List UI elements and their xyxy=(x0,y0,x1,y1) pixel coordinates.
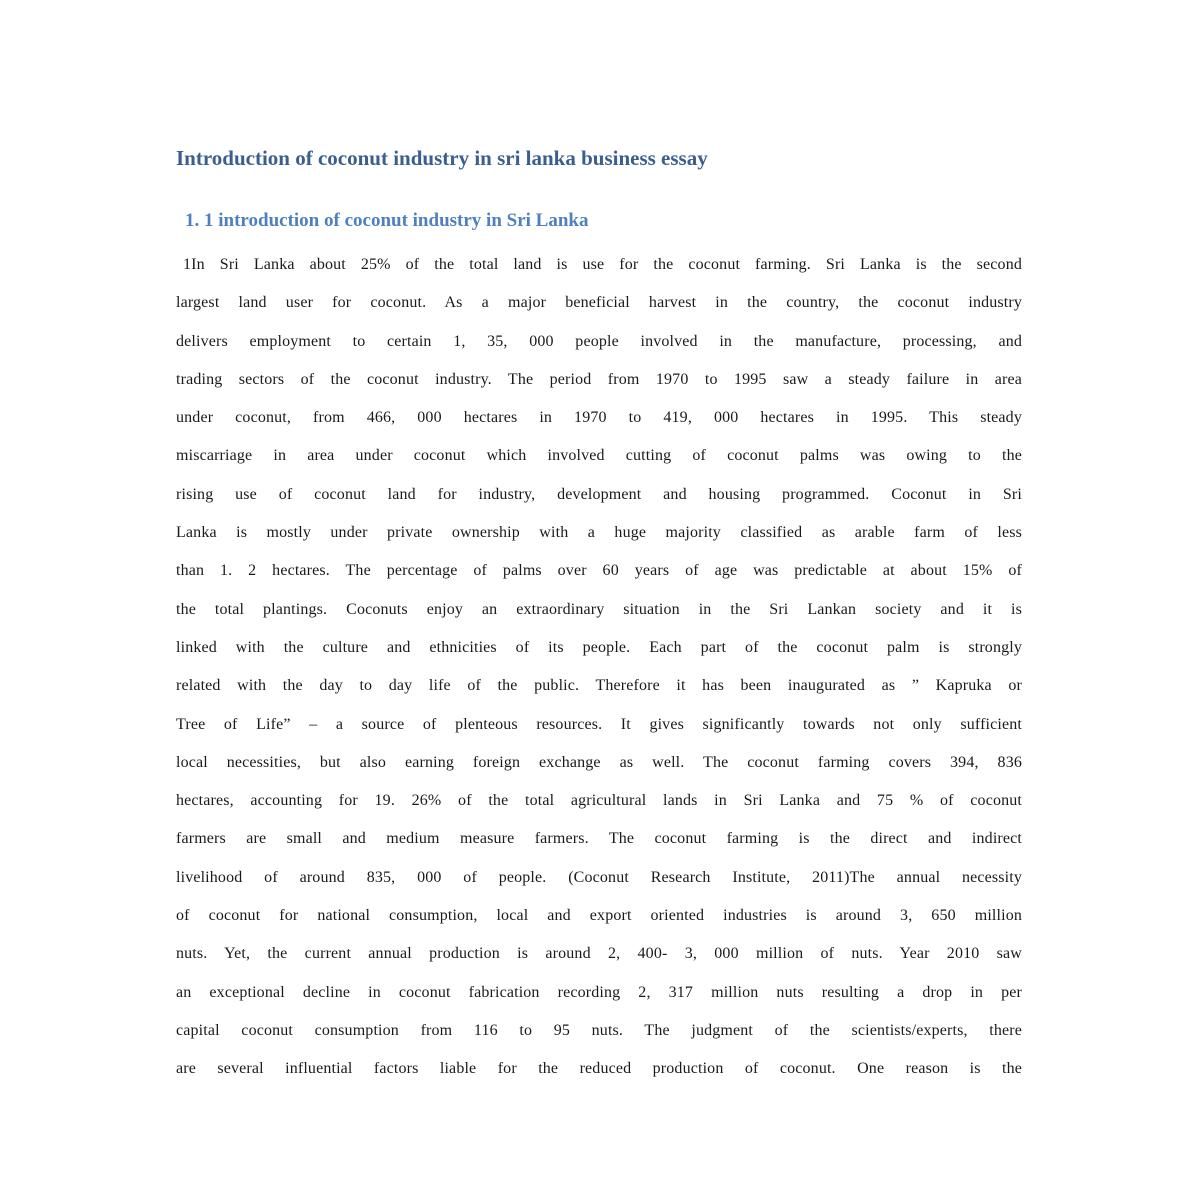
paragraph-line: livelihood of around 835, 000 of people. (Coconut Research Institute, 2011)The annual necessity xyxy=(176,868,1022,886)
paragraph-line: Lanka is mostly under private ownership with a huge majority classified as arable farm of less xyxy=(176,524,1022,542)
paragraph-line: trading sectors of the coconut industry. The period from 1970 to 1995 saw a steady failure in area xyxy=(176,370,1022,388)
paragraph-line: the total plantings. Coconuts enjoy an extraordinary situation in the Sri Lankan society and it is xyxy=(176,600,1022,618)
paragraph-line: largest land user for coconut. As a major beneficial harvest in the country, the coconut industry xyxy=(176,294,1022,312)
paragraph-line: an exceptional decline in coconut fabrication recording 2, 317 million nuts resulting a drop in per xyxy=(176,983,1022,1001)
paragraph-line: rising use of coconut land for industry, development and housing programmed. Coconut in Sri xyxy=(176,485,1022,503)
paragraph-line: capital coconut consumption from 116 to 95 nuts. The judgment of the scientists/experts, there xyxy=(176,1021,1022,1039)
paragraph-line: farmers are small and medium measure farmers. The coconut farming is the direct and indirect xyxy=(176,830,1022,848)
document-title: Introduction of coconut industry in sri lanka business essay xyxy=(176,146,708,170)
body-paragraph xyxy=(176,246,1022,1089)
paragraph-line: delivers employment to certain 1, 35, 000 people involved in the manufacture, processing, and xyxy=(176,332,1022,350)
paragraph-line: linked with the culture and ethnicities of its people. Each part of the coconut palm is strongly xyxy=(176,638,1022,656)
section-heading: 1. 1 introduction of coconut industry in Sri Lanka xyxy=(185,210,589,231)
paragraph-line: miscarriage in area under coconut which involved cutting of coconut palms was owing to the xyxy=(176,447,1022,465)
paragraph-line: of coconut for national consumption, local and export oriented industries is around 3, 650 million xyxy=(176,907,1022,925)
paragraph-line: 1In Sri Lanka about 25% of the total land is use for the coconut farming. Sri Lanka is the second xyxy=(183,256,1022,273)
paragraph-line: are several influential factors liable for the reduced production of coconut. One reason is the xyxy=(176,1060,1022,1078)
paragraph-line: local necessities, but also earning foreign exchange as well. The coconut farming covers 394, 836 xyxy=(176,753,1022,771)
paragraph-line: Tree of Life” – a source of plenteous resources. It gives significantly towards not only sufficient xyxy=(176,715,1022,733)
paragraph-line: nuts. Yet, the current annual production is around 2, 400- 3, 000 million of nuts. Year 2010 saw xyxy=(176,945,1022,963)
paragraph-line: hectares, accounting for 19. 26% of the total agricultural lands in Sri Lanka and 75 % of coconut xyxy=(176,792,1022,810)
paragraph-line: related with the day to day life of the public. Therefore it has been inaugurated as ” Kapruka or xyxy=(176,677,1022,695)
paragraph-line: than 1. 2 hectares. The percentage of palms over 60 years of age was predictable at about 15% of xyxy=(176,562,1022,580)
paragraph-line: under coconut, from 466, 000 hectares in 1970 to 419, 000 hectares in 1995. This steady xyxy=(176,409,1022,427)
